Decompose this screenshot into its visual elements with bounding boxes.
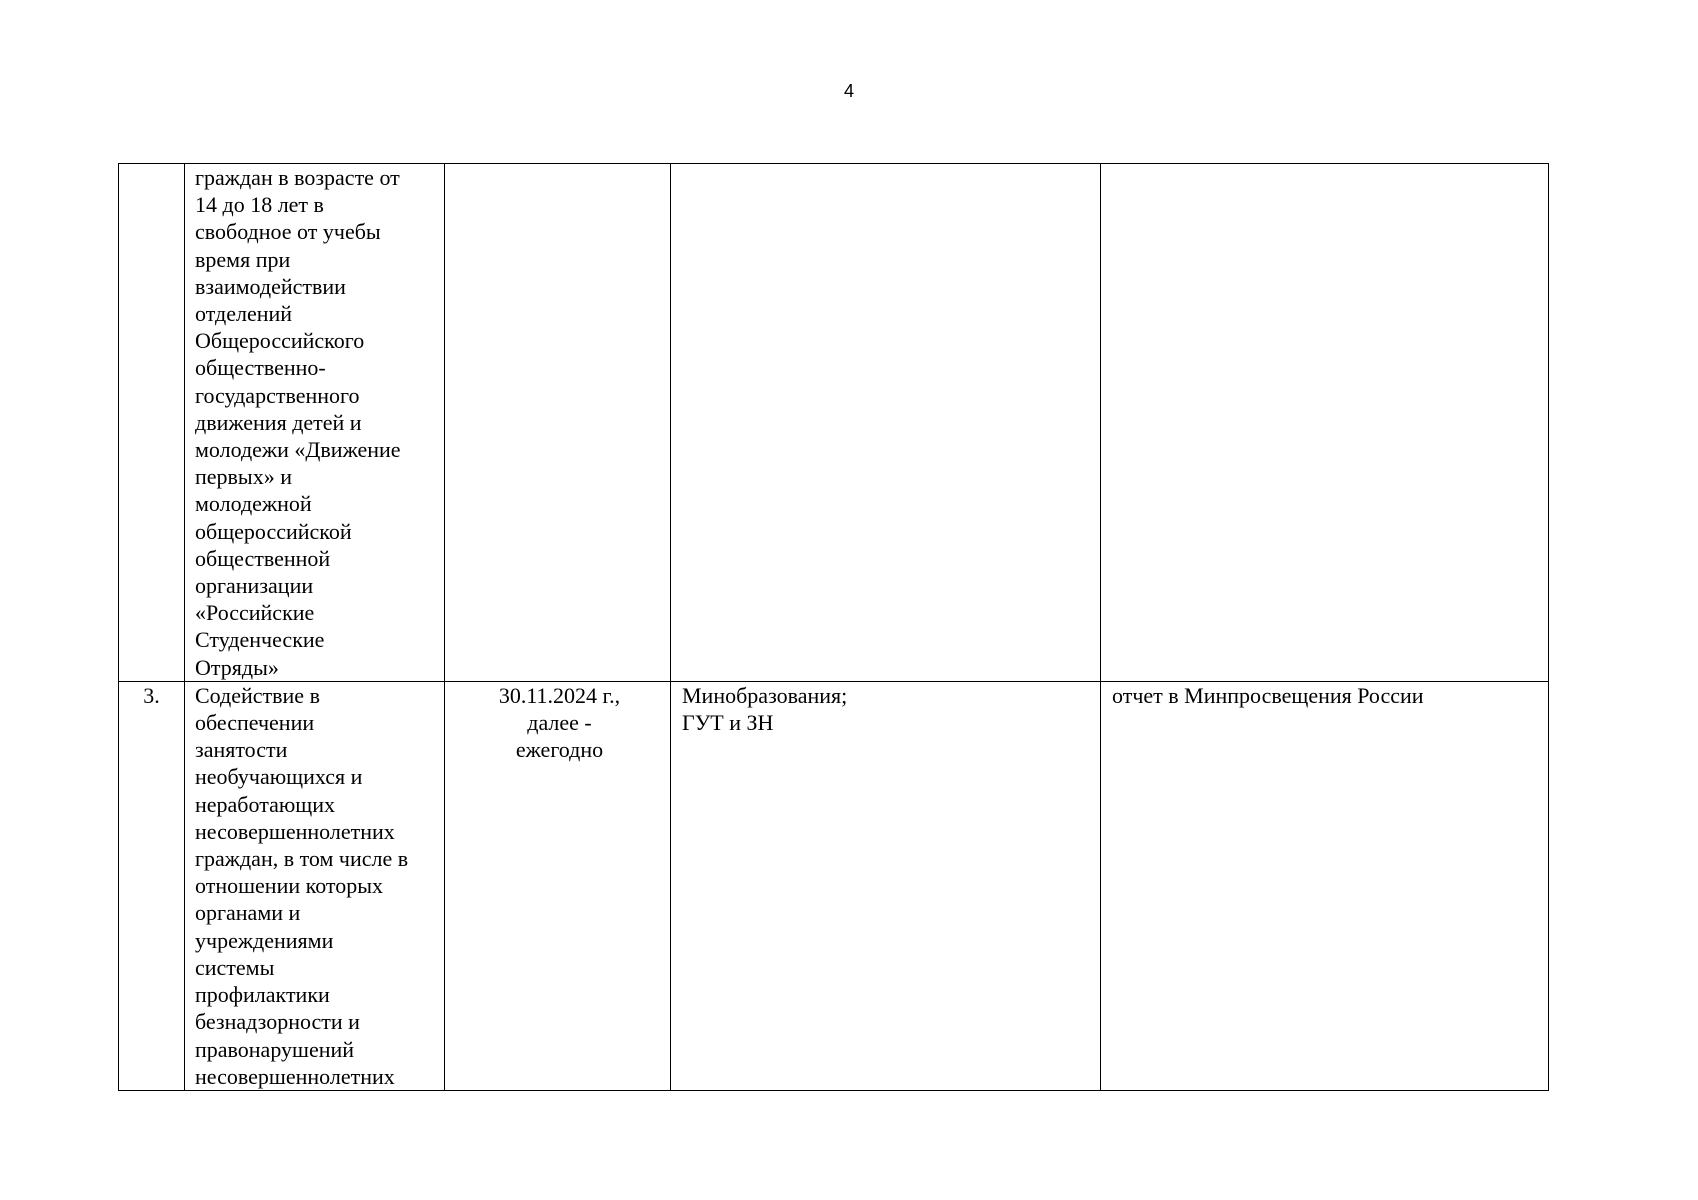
description-line: 14 до 18 лет в [195,192,324,218]
row-number-cell: 3. [119,681,185,1090]
deadline-line: ежегодно [515,737,604,763]
description-line: граждан, в том числе в [195,846,409,872]
description-line: системы [195,954,275,980]
description-line: органами и [195,900,301,926]
description-line: Содействие в [195,682,320,708]
description-line: первых» и [195,464,292,490]
description-line: учреждениями [195,927,334,953]
description-line: движения детей и [195,409,362,435]
result-cell [1101,164,1549,682]
description-line: граждан в возрасте от [195,165,400,190]
description-line: время при [195,246,291,272]
deadline-line: 30.11.2024 г., [498,682,621,708]
performer-cell [671,681,1101,1090]
description-line: организации [195,573,314,599]
description-line: безнадзорности и [195,1009,360,1035]
description-line: отношении которых [195,873,384,899]
deadline-line: далее - [527,710,592,736]
table-row-continued [119,164,1549,682]
deadline-cell [445,164,671,682]
description-line: необучающихся и [195,764,363,790]
page-number: 4 [843,81,854,101]
description-line: молодежи «Движение [195,437,401,463]
description-cell [185,681,445,1090]
deadline-cell [445,681,671,1090]
description-line: Общероссийского [195,328,365,354]
description-line: общероссийской [195,518,352,544]
description-line: взаимодействии [195,273,346,299]
row-number-cell [119,164,185,682]
description-line: отделений [195,301,293,327]
result-cell: отчет в Минпросвещения России [1101,681,1549,1090]
description-line: неработающих [195,791,336,817]
measures-table [118,163,1549,1091]
description-line: общественно- [195,355,326,381]
description-line: «Российские [195,600,315,626]
description-line: правонарушений [195,1036,355,1062]
performer-line: Минобразования; [682,682,848,708]
description-line: несовершеннолетних [195,1063,395,1089]
description-line: Студенческие [195,627,325,653]
description-line: профилактики [195,982,330,1008]
description-line: занятости [195,737,288,763]
table-row [119,681,1549,1090]
description-line: государственного [195,382,360,408]
description-line: общественной [195,545,331,571]
description-line: несовершеннолетних [195,818,395,844]
description-line: обеспечении [195,710,315,736]
performer-cell [671,164,1101,682]
performer-line: ГУТ и ЗН [682,710,774,736]
description-cell [185,164,445,682]
description-line: молодежной [195,491,312,517]
description-line: Отряды» [195,654,279,680]
description-line: свободное от учебы [195,219,381,245]
